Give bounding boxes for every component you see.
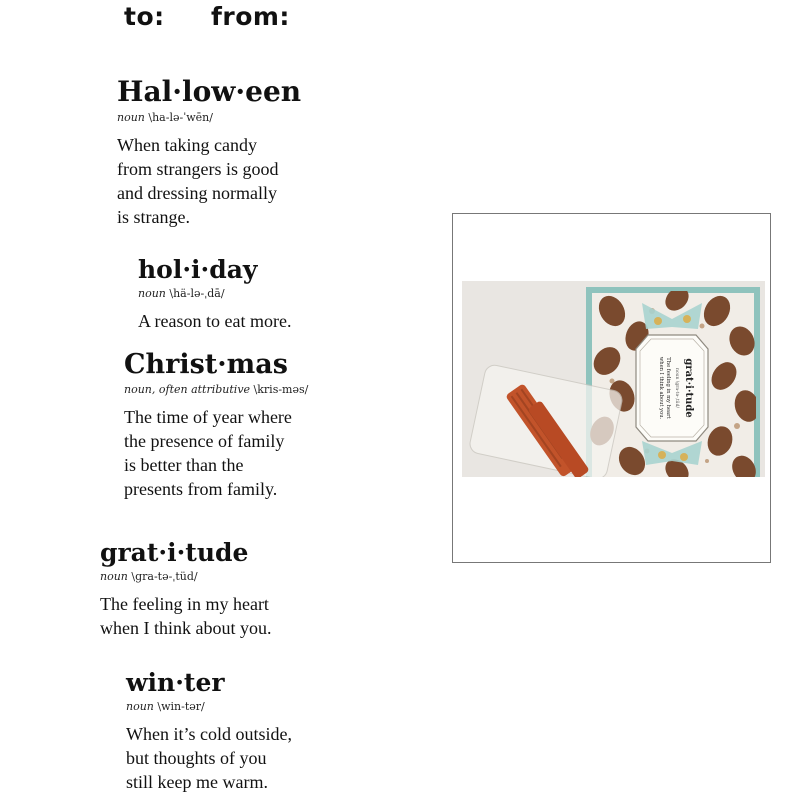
entry-pronunciation <box>138 287 291 300</box>
gratitude-label <box>636 335 708 441</box>
sample-card-photo <box>462 281 765 477</box>
entry-pos: noun <box>126 700 154 713</box>
entry-pron: \kris-məs/ <box>253 383 309 396</box>
from-label: from: <box>211 2 290 31</box>
entry-pron: \win-tər/ <box>157 700 205 713</box>
entry-pronunciation <box>100 570 271 583</box>
entry-word: Christ·mas <box>124 349 288 380</box>
entry-word: grat·i·tude <box>100 538 249 567</box>
entry-word: win·ter <box>126 668 225 697</box>
entry-pos: noun, often attributive <box>124 383 251 396</box>
entry-definition: When taking candy from strangers is good and dressing normally is strange. <box>117 135 279 227</box>
card-definition-line-2: when I think about you. <box>658 356 664 420</box>
entry-definition: The feeling in my heart when I think about you. <box>100 594 272 638</box>
entry-pron: \ha-lə-ˈwēn/ <box>148 111 213 124</box>
entry-pron: \hä-lə-ˌdā/ <box>169 287 225 300</box>
definition-holiday <box>138 257 291 333</box>
sample-card-photo-frame <box>452 213 771 563</box>
entry-pos: noun <box>117 111 145 124</box>
entry-definition: When it’s cold outside, but thoughts of you still keep me warm. <box>126 724 292 792</box>
entry-definition: A reason to eat more. <box>138 311 292 331</box>
entry-pronunciation <box>117 111 301 124</box>
card-pronunciation: noun \gra-tə-ˌtüd/ <box>674 368 679 408</box>
definition-christmas <box>124 351 308 501</box>
card-photo-illustration <box>462 281 765 477</box>
definition-halloween <box>117 75 302 229</box>
entry-definition: The time of year where the presence of family is better than the presents from family. <box>124 407 292 499</box>
entry-pronunciation <box>124 383 308 396</box>
card-word: grat·i·tude <box>683 358 694 418</box>
to-label: to: <box>124 2 165 31</box>
entry-word: hol·i·day <box>138 255 258 284</box>
entry-word: Hal·low·een <box>117 75 302 108</box>
entry-pronunciation <box>126 700 292 713</box>
entry-pos: noun <box>100 570 128 583</box>
definition-gratitude <box>100 540 271 640</box>
entry-pos: noun <box>138 287 166 300</box>
entry-pron: \gra-tə-ˌtüd/ <box>131 570 198 583</box>
definition-winter <box>126 670 292 794</box>
card-definition-line-1: The feeling in my heart <box>665 357 671 419</box>
